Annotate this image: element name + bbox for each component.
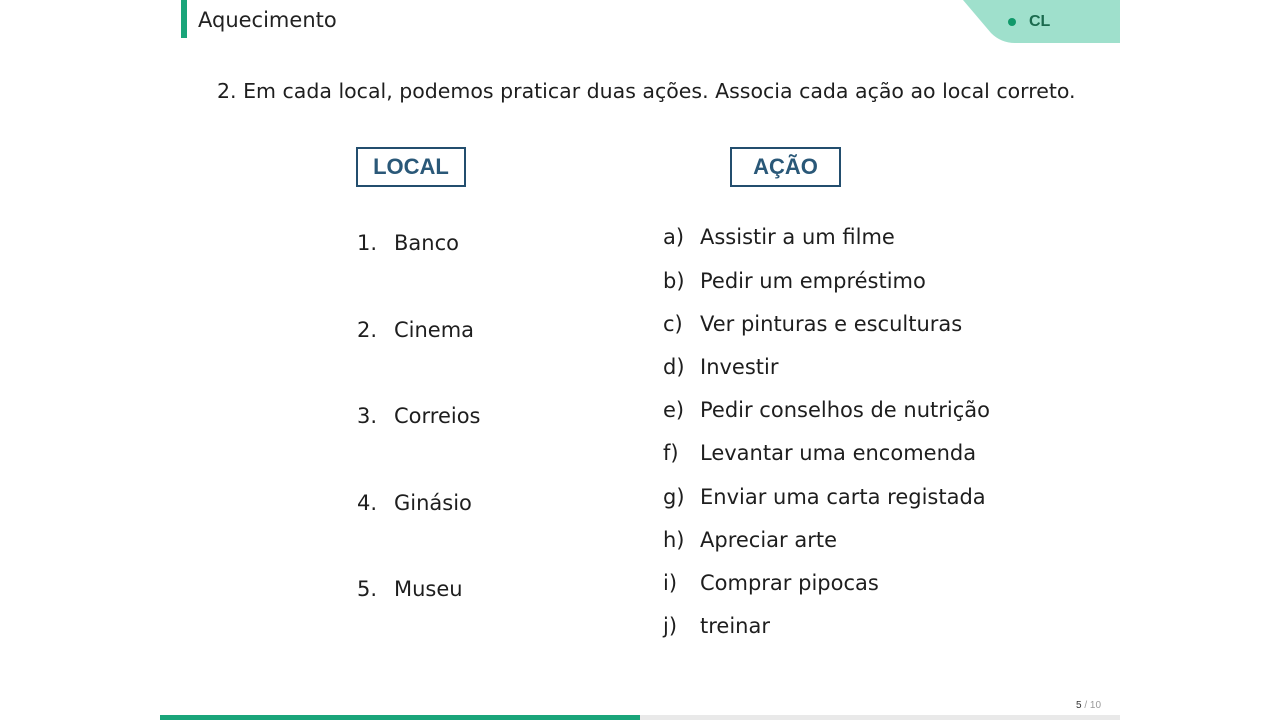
local-name: Correios: [394, 404, 481, 428]
page-current: 5: [1076, 700, 1082, 711]
action-text: Pedir um empréstimo: [700, 269, 926, 293]
action-letter: a): [663, 225, 685, 249]
subject-tag: CL: [1029, 13, 1051, 30]
action-letter: b): [663, 269, 685, 293]
slide-progress-fill: [160, 715, 640, 720]
slide-progress-bar: [160, 715, 1120, 720]
local-number: 2.: [357, 318, 378, 342]
local-column-header: LOCAL: [356, 147, 466, 187]
page-separator: /: [1081, 700, 1090, 711]
action-text: Comprar pipocas: [700, 571, 879, 595]
action-letter: h): [663, 528, 685, 552]
action-text: Enviar uma carta registada: [700, 485, 986, 509]
local-number: 5.: [357, 577, 378, 601]
local-number: 3.: [357, 404, 378, 428]
local-name: Banco: [394, 231, 459, 255]
local-name: Ginásio: [394, 491, 472, 515]
action-column-header: AÇÃO: [730, 147, 841, 187]
action-text: Investir: [700, 355, 779, 379]
local-name: Museu: [394, 577, 463, 601]
action-letter: g): [663, 485, 685, 509]
local-number: 4.: [357, 491, 378, 515]
action-letter: e): [663, 398, 685, 422]
action-letter: f): [663, 441, 679, 465]
slide-section-title: Aquecimento: [198, 8, 337, 32]
action-letter: d): [663, 355, 685, 379]
local-name: Cinema: [394, 318, 475, 342]
local-number: 1.: [357, 231, 378, 255]
action-text: Levantar uma encomenda: [700, 441, 977, 465]
action-text: Assistir a um filme: [700, 225, 895, 249]
action-text: treinar: [700, 614, 770, 638]
exercise-instruction: 2. Em cada local, podemos praticar duas ações. Associa cada ação ao local correto.: [217, 79, 1076, 103]
tag-dot-icon: [1008, 18, 1016, 26]
page-total: 10: [1089, 700, 1102, 711]
action-text: Apreciar arte: [700, 528, 838, 552]
page-indicator: [1076, 700, 1101, 712]
header-accent-bar: [181, 0, 187, 38]
action-letter: i): [663, 571, 678, 595]
action-letter: c): [663, 312, 683, 336]
action-text: Pedir conselhos de nutrição: [700, 398, 990, 422]
action-letter: j): [663, 614, 678, 638]
action-text: Ver pinturas e esculturas: [700, 312, 963, 336]
